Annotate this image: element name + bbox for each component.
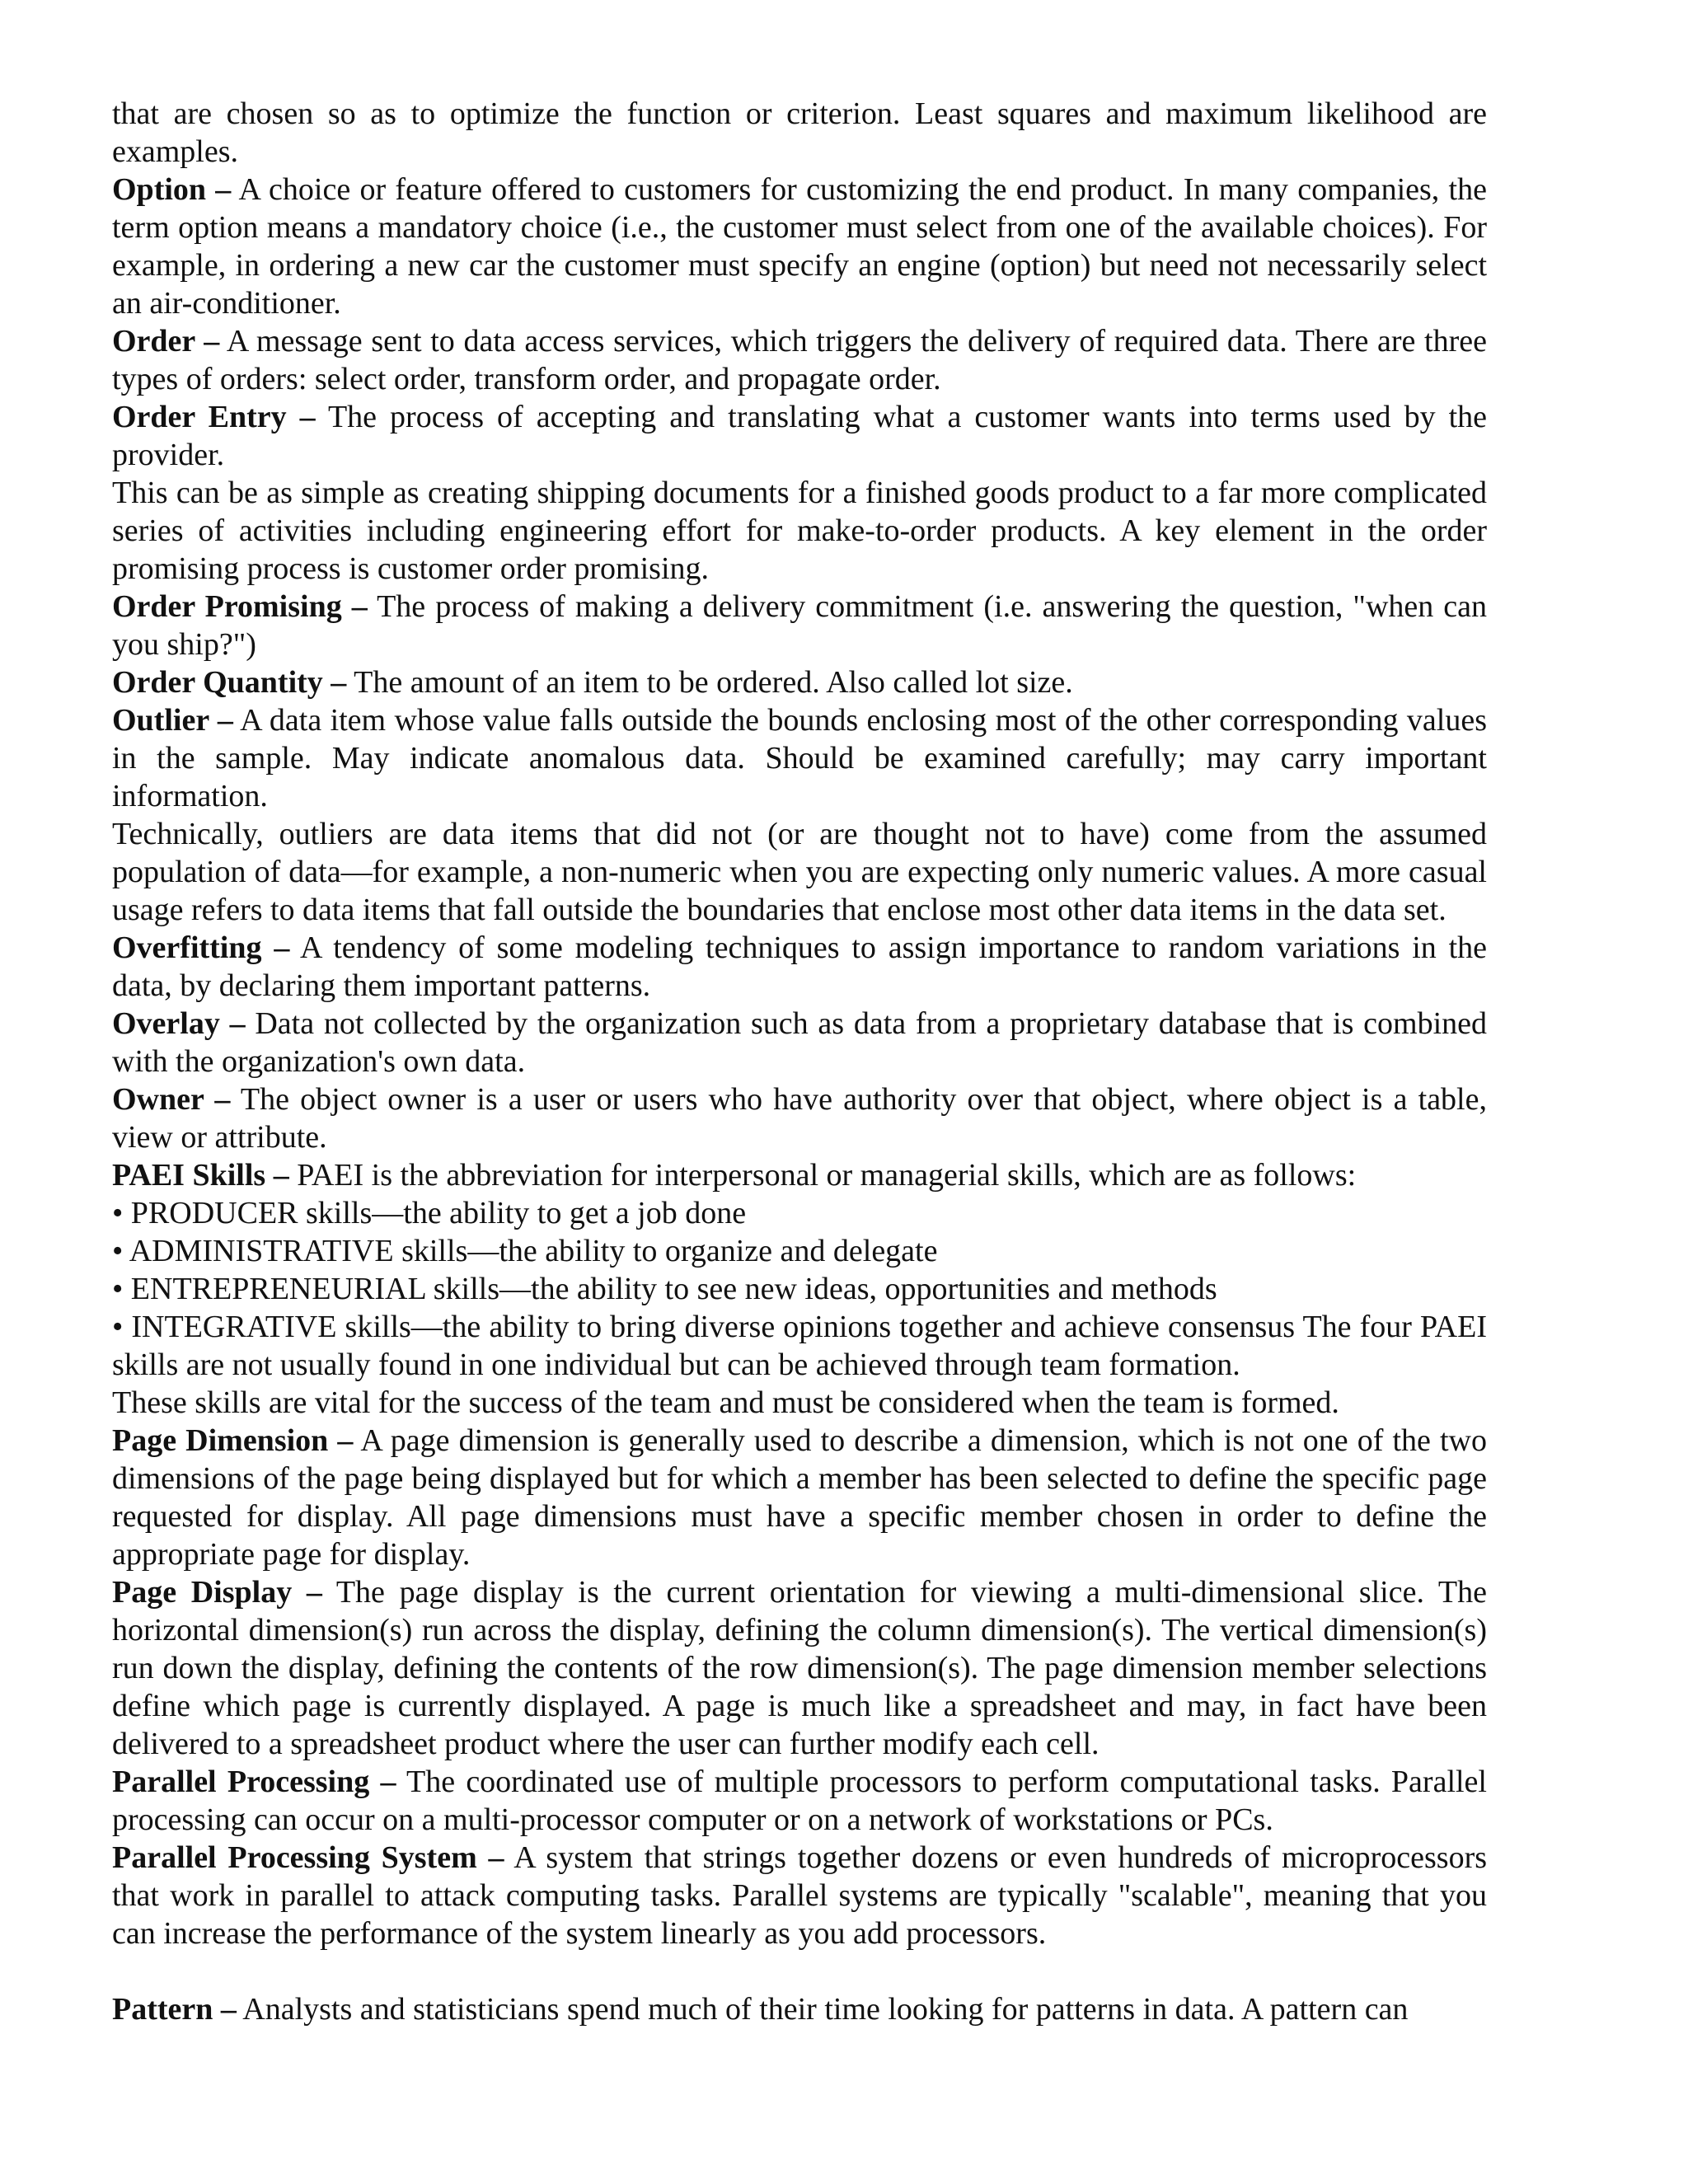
entry-definition: A system that strings together dozens or even hundreds of microprocessors that work in parallel to attack computing tasks. Parallel systems are typically "scalable", meaning that you can increase the performance of the system linearly as you add processors. <box>112 1840 1488 1951</box>
entry-term: Pattern – <box>112 1992 237 2027</box>
entry-overfitting <box>112 929 1487 1005</box>
paragraph-continuation <box>112 95 1487 171</box>
entry-page-dimension <box>112 1422 1487 1573</box>
entry-definition: The object owner is a user or users who have authority over that object, where object is a table, view or attribute. <box>112 1082 1487 1155</box>
entry-definition: The amount of an item to be ordered. Also called lot size. <box>346 665 1073 700</box>
bullet-text: • ENTREPRENEURIAL skills—the ability to see new ideas, opportunities and methods <box>112 1272 1217 1306</box>
entry-term: Option – <box>112 172 232 207</box>
entry-order <box>112 322 1487 398</box>
entry-term: Overlay – <box>112 1006 246 1041</box>
entry-term: Order – <box>112 324 220 359</box>
entry-term: Overfitting – <box>112 930 290 965</box>
entry-option <box>112 171 1487 322</box>
paragraph-text: This can be as simple as creating shipping documents for a finished goods product to a far more complicated series of activities including engineering effort for make-to-order products. A key element in the order promising process is customer order promising. <box>112 476 1487 586</box>
entry-term: Parallel Processing System – <box>112 1840 504 1875</box>
paragraph-order-entry-detail <box>112 474 1487 588</box>
entry-owner <box>112 1080 1487 1156</box>
bullet-item-administrative <box>112 1232 1487 1270</box>
entry-definition: A page dimension is generally used to describe a dimension, which is not one of the two dimensions of the page being displayed but for which a member has been selected to define the specific page requested for display. All page dimensions must have a specific member chosen in order to define the appropriate page for display. <box>112 1423 1487 1572</box>
bullet-text: • PRODUCER skills—the ability to get a job done <box>112 1196 747 1230</box>
paragraph-text: Technically, outliers are data items that did not (or are thought not to have) come from the assumed population of data—for example, a non-numeric when you are expecting only numeric values. A more casual usage refers to data items that fall outside the boundaries that enclose most other data items in the data set. <box>112 817 1487 927</box>
entry-term: Outlier – <box>112 703 233 738</box>
entry-definition: The page display is the current orientation for viewing a multi-dimensional slice. The horizontal dimension(s) run across the display, defining the column dimension(s). The vertical dimension(s) run down the display, defining the contents of the row dimension(s). The page dimension member selections define which page is currently displayed. A page is much like a spreadsheet and may, in fact have been delivered to a spreadsheet product where the user can further modify each cell. <box>112 1575 1488 1761</box>
entry-definition: A choice or feature offered to customers for customizing the end product. In many companies, the term option means a mandatory choice (i.e., the customer must select from one of the available choices). For example, in ordering a new car the customer must specify an engine (option) but need not necessarily select an air-conditioner. <box>112 172 1487 321</box>
entry-parallel-processing <box>112 1763 1487 1839</box>
entry-definition: A data item whose value falls outside the bounds enclosing most of the other corresponding values in the sample. May indicate anomalous data. Should be examined carefully; may carry important information. <box>112 703 1487 813</box>
bullet-text: • ADMINISTRATIVE skills—the ability to organize and delegate <box>112 1234 938 1268</box>
entry-term: Parallel Processing – <box>112 1765 396 1799</box>
entry-pattern <box>112 1990 1487 2028</box>
entry-order-quantity <box>112 663 1487 701</box>
entry-definition: A message sent to data access services, which triggers the delivery of required data. There are three types of orders: select order, transform order, and propagate order. <box>112 324 1488 396</box>
entry-term: Page Display – <box>112 1575 322 1610</box>
entry-term: Order Promising – <box>112 589 368 624</box>
entry-definition: PAEI is the abbreviation for interpersonal or managerial skills, which are as follows: <box>288 1158 1357 1193</box>
entry-definition: A tendency of some modeling techniques to assign importance to random variations in the data, by declaring them important patterns. <box>112 930 1487 1003</box>
entry-overlay <box>112 1005 1487 1080</box>
entry-definition: Data not collected by the organization such as data from a proprietary database that is combined with the organization's own data. <box>112 1006 1487 1079</box>
entry-order-entry <box>112 398 1487 474</box>
bullet-item-producer <box>112 1194 1487 1232</box>
entry-outlier <box>112 701 1487 815</box>
entry-term: Owner – <box>112 1082 231 1117</box>
document-page <box>112 95 1487 2028</box>
entry-page-display <box>112 1573 1487 1763</box>
bullet-item-entrepreneurial <box>112 1270 1487 1308</box>
entry-order-promising <box>112 588 1487 663</box>
entry-term: Order Quantity – <box>112 665 347 700</box>
entry-term: Order Entry – <box>112 400 316 434</box>
entry-parallel-processing-system <box>112 1839 1487 1952</box>
paragraph-text: These skills are vital for the success of the team and must be considered when the team is formed. <box>112 1385 1339 1420</box>
bullet-item-integrative <box>112 1308 1487 1384</box>
entry-definition: Analysts and statisticians spend much of their time looking for patterns in data. A pattern can <box>236 1992 1409 2027</box>
entry-definition: The coordinated use of multiple processors to perform computational tasks. Parallel processing can occur on a multi-processor computer or on a network of workstations or PCs. <box>112 1765 1487 1837</box>
entry-definition: The process of accepting and translating what a customer wants into terms used by the provider. <box>112 400 1488 472</box>
paragraph-text: that are chosen so as to optimize the function or criterion. Least squares and maximum likelihood are examples. <box>112 96 1487 169</box>
entry-term: PAEI Skills – <box>112 1158 289 1193</box>
bullet-text: • INTEGRATIVE skills—the ability to bring diverse opinions together and achieve consensus The four PAEI skills are not usually found in one individual but can be achieved through team formation. <box>112 1310 1487 1382</box>
paragraph-paei-detail <box>112 1384 1487 1422</box>
paragraph-gap <box>112 1952 1487 1990</box>
entry-definition: The process of making a delivery commitment (i.e. answering the question, "when can you ship?") <box>112 589 1488 662</box>
entry-term: Page Dimension – <box>112 1423 354 1458</box>
entry-paei-skills <box>112 1156 1487 1194</box>
paragraph-outlier-detail <box>112 815 1487 929</box>
